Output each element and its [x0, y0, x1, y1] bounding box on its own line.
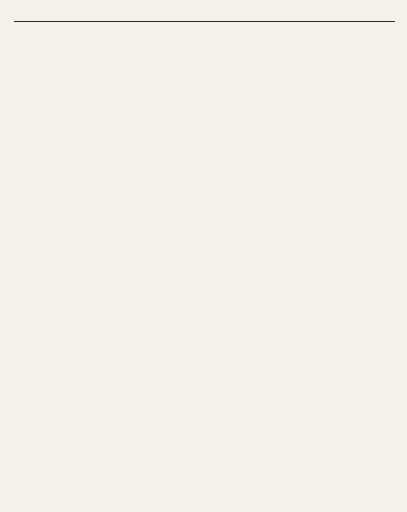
- entry-heading: [14, 29, 395, 38]
- entry-heading-line-1: [14, 29, 395, 38]
- section-divider: [14, 21, 395, 22]
